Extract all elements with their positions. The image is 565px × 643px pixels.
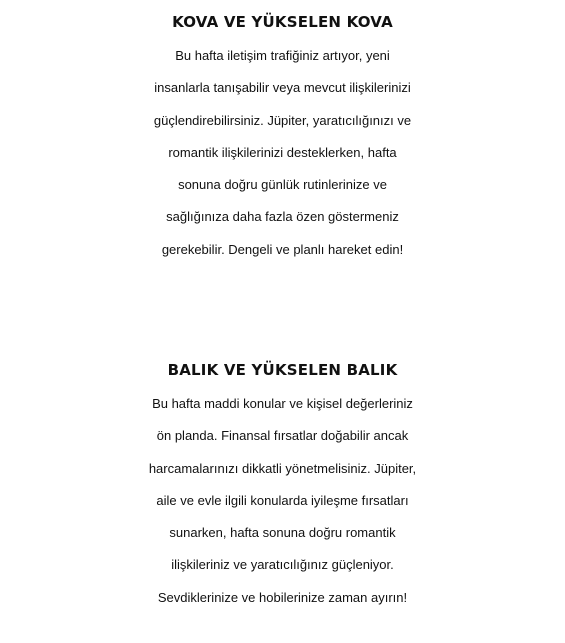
body-line: sunarken, hafta sonuna doğru romantik bbox=[169, 525, 396, 541]
body-line: insanlarla tanışabilir veya mevcut ilişkilerinizi bbox=[154, 80, 411, 96]
section-heading: BALIK VE YÜKSELEN BALIK bbox=[167, 361, 398, 379]
body-line: sonuna doğru günlük rutinlerinize ve bbox=[178, 177, 387, 193]
body-line: gerekebilir. Dengeli ve planlı hareket edin! bbox=[161, 241, 404, 257]
body-line: sağlığınıza daha fazla özen göstermeniz bbox=[166, 209, 399, 225]
body-line: harcamalarınızı dikkatli yönetmelisiniz. Jüpiter, bbox=[148, 460, 417, 476]
section-body bbox=[0, 388, 565, 614]
body-line: ön planda. Finansal fırsatlar doğabilir ancak bbox=[156, 428, 409, 444]
body-line: güçlendirebilirsiniz. Jüpiter, yaratıcılığınızı ve bbox=[153, 112, 412, 128]
section-heading: KOVA VE YÜKSELEN KOVA bbox=[172, 13, 393, 31]
body-line: Bu hafta maddi konular ve kişisel değerleriniz bbox=[152, 396, 413, 411]
body-line: Bu hafta iletişim trafiğiniz artıyor, yeni bbox=[175, 48, 390, 63]
body-line: ilişkileriniz ve yaratıcılığınız güçleniyor. bbox=[171, 557, 394, 573]
body-line: Sevdiklerinize ve hobilerinize zaman ayırın! bbox=[157, 589, 408, 605]
body-line: aile ve evle ilgili konularda iyileşme fırsatları bbox=[156, 492, 409, 508]
body-line: romantik ilişkilerinizi desteklerken, hafta bbox=[168, 144, 397, 160]
horoscope-section-pisces bbox=[0, 354, 565, 614]
horoscope-section-aquarius bbox=[0, 6, 565, 266]
section-body bbox=[0, 40, 565, 266]
